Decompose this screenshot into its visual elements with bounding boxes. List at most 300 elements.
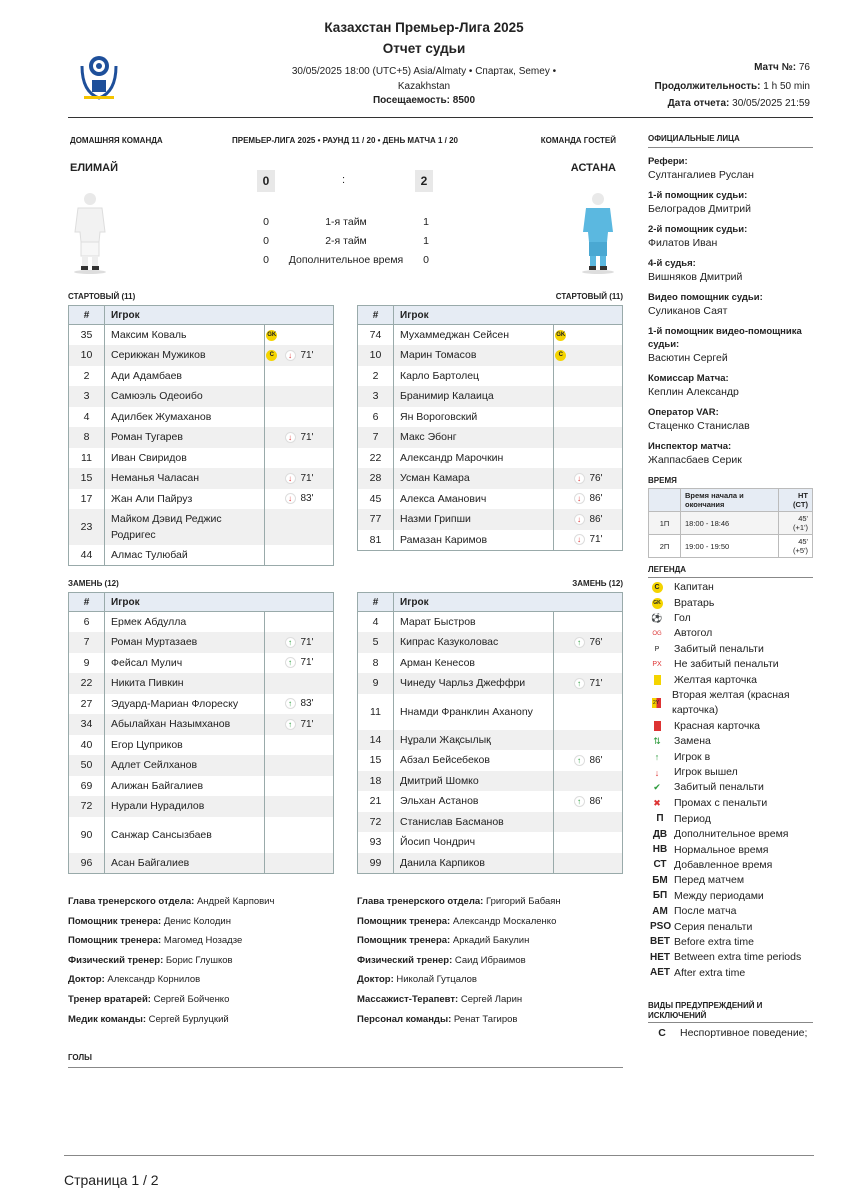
player-number: 15 bbox=[358, 750, 394, 771]
legend-item bbox=[650, 642, 815, 657]
official-name: Суликанов Саят bbox=[648, 305, 728, 317]
event-minute: 76' bbox=[589, 472, 603, 484]
player-event-cell bbox=[568, 812, 623, 833]
player-name: Алмас Тулюбай bbox=[105, 545, 265, 566]
player-name: Ян Вороговский bbox=[394, 407, 554, 428]
player-out-icon: ↓ bbox=[285, 493, 296, 504]
col-number-header: # bbox=[358, 306, 394, 325]
legend-label: Игрок вышел bbox=[674, 766, 738, 779]
player-number: 99 bbox=[358, 853, 394, 874]
player-event-cell bbox=[568, 345, 623, 366]
player-number: 44 bbox=[69, 545, 105, 566]
player-tag-cell bbox=[265, 796, 279, 817]
half-away-score: 0 bbox=[423, 254, 429, 266]
player-tag-cell bbox=[265, 694, 279, 715]
player-name: Александр Марочкин bbox=[394, 448, 554, 469]
event-minute: 86' bbox=[589, 513, 603, 525]
legend-code: HET bbox=[650, 951, 670, 963]
away-team-label: КОМАНДА ГОСТЕЙ bbox=[540, 136, 616, 145]
timing-col-period bbox=[649, 489, 681, 512]
half-row bbox=[255, 251, 437, 270]
player-tag-cell bbox=[265, 325, 279, 346]
official-entry bbox=[648, 189, 813, 217]
goals-label: ГОЛЫ bbox=[68, 1053, 92, 1062]
legend-label: Игрок в bbox=[674, 750, 711, 763]
col-player-header: Игрок bbox=[394, 306, 623, 325]
player-name: Данила Карпиков bbox=[394, 853, 554, 874]
event-minute: 71' bbox=[589, 534, 603, 546]
legend-code: П bbox=[656, 813, 664, 825]
away-subs-label: ЗАМЕНЬ (12) bbox=[572, 579, 623, 588]
table-row bbox=[69, 468, 334, 489]
player-tag-cell bbox=[554, 386, 568, 407]
table-row bbox=[358, 468, 623, 489]
staff-row bbox=[68, 935, 274, 955]
official-entry bbox=[648, 372, 813, 400]
player-event-cell bbox=[568, 325, 623, 346]
away-score: 2 bbox=[415, 170, 433, 192]
player-number: 45 bbox=[358, 489, 394, 510]
table-row bbox=[69, 612, 334, 633]
table-row bbox=[358, 673, 623, 694]
legend-code-item bbox=[650, 811, 815, 826]
player-name: Алекса Аманович bbox=[394, 489, 554, 510]
official-entry bbox=[648, 325, 813, 366]
home-score: 0 bbox=[257, 170, 275, 192]
official-entry bbox=[648, 440, 813, 468]
legend-code-label: Нормальное время bbox=[674, 843, 769, 856]
legend-label: Красная карточка bbox=[674, 719, 760, 732]
away-kit-icon bbox=[580, 192, 616, 279]
player-name: Абылайхан Назымханов bbox=[105, 714, 265, 735]
player-tag-cell bbox=[265, 612, 279, 633]
player-tag-cell bbox=[554, 468, 568, 489]
player-name: Абзал Бейсебеков bbox=[394, 750, 554, 771]
table-row bbox=[358, 791, 623, 812]
event-minute: 86' bbox=[589, 493, 603, 505]
player-in-icon: ↑ bbox=[285, 719, 296, 730]
officials-heading: ОФИЦИАЛЬНЫЕ ЛИЦА bbox=[648, 134, 740, 143]
legend-icon-wrap bbox=[650, 631, 664, 637]
table-row bbox=[69, 694, 334, 715]
captain-icon: C bbox=[266, 350, 277, 361]
legend-code-item bbox=[650, 888, 815, 903]
table-header-row bbox=[358, 306, 623, 325]
table-row bbox=[358, 612, 623, 633]
player-tag-cell bbox=[554, 791, 568, 812]
event-minute: 71' bbox=[300, 472, 314, 484]
staff-name: Сергей Бойченко bbox=[153, 993, 230, 1005]
player-number: 35 bbox=[69, 325, 105, 346]
player-event-cell bbox=[279, 509, 334, 545]
player-number: 90 bbox=[69, 817, 105, 853]
player-name: Адлет Сейлханов bbox=[105, 755, 265, 776]
legend-item bbox=[650, 688, 815, 719]
player-event-cell bbox=[568, 853, 623, 874]
legend-item bbox=[650, 765, 815, 780]
table-row bbox=[69, 755, 334, 776]
player-name: Адилбек Жумаханов bbox=[105, 407, 265, 428]
timing-row bbox=[649, 535, 813, 558]
legend-label: Желтая карточка bbox=[674, 673, 758, 686]
legend-icon-wrap bbox=[650, 698, 662, 708]
legend-icon-wrap bbox=[650, 598, 664, 609]
event-minute: 71' bbox=[300, 718, 314, 730]
staff-role: Массажист-Терапевт: bbox=[357, 993, 459, 1005]
player-number: 8 bbox=[358, 653, 394, 674]
table-row bbox=[69, 345, 334, 366]
player-tag-cell bbox=[554, 673, 568, 694]
player-number: 34 bbox=[69, 714, 105, 735]
penalty-scored-icon: P bbox=[654, 645, 660, 653]
player-name: Майком Дэвид Реджис Родригес bbox=[105, 509, 265, 545]
header-divider bbox=[68, 117, 813, 118]
event-minute: 71' bbox=[300, 636, 314, 648]
player-event-cell bbox=[568, 653, 623, 674]
legend-icon-wrap bbox=[650, 736, 664, 747]
staff-role: Физический тренер: bbox=[68, 954, 164, 966]
player-name: Карло Бартолец bbox=[394, 366, 554, 387]
player-name: Жан Али Пайруз bbox=[105, 489, 265, 510]
half-row bbox=[255, 232, 437, 251]
player-in-icon: ↑ bbox=[574, 796, 585, 807]
official-name: Белоградов Дмитрий bbox=[648, 203, 752, 215]
legend-item bbox=[650, 750, 815, 765]
home-kit-icon bbox=[72, 192, 108, 279]
legend-code-item bbox=[650, 965, 815, 980]
staff-row bbox=[357, 1014, 561, 1034]
staff-row bbox=[68, 896, 274, 916]
player-name: Мухаммеджан Сейсен bbox=[394, 325, 554, 346]
player-number: 96 bbox=[69, 853, 105, 874]
officials-list bbox=[648, 155, 813, 474]
player-tag-cell bbox=[265, 653, 279, 674]
staff-role: Персонал команды: bbox=[357, 1013, 452, 1025]
player-tag-cell bbox=[265, 755, 279, 776]
home-staff-list bbox=[68, 896, 274, 1033]
player-out-icon: ↓ bbox=[285, 473, 296, 484]
legend-code: AET bbox=[650, 967, 670, 979]
table-row bbox=[69, 427, 334, 448]
official-role: 1-й помощник судьи: bbox=[648, 190, 748, 201]
table-row bbox=[358, 489, 623, 510]
timing-heading: ВРЕМЯ bbox=[648, 476, 677, 485]
staff-name: Саид Ибраимов bbox=[454, 954, 526, 966]
player-in-icon: ↑ bbox=[654, 752, 660, 763]
table-row bbox=[69, 366, 334, 387]
staff-row bbox=[357, 935, 561, 955]
attendance: Посещаемость: 8500 bbox=[372, 95, 476, 106]
official-role: 4-й судья: bbox=[648, 258, 696, 269]
staff-name: Андрей Карпович bbox=[196, 896, 275, 907]
table-row bbox=[69, 853, 334, 874]
legend-code: БМ bbox=[652, 874, 668, 886]
player-event-cell bbox=[568, 730, 623, 751]
player-tag-cell bbox=[554, 530, 568, 551]
player-number: 4 bbox=[358, 612, 394, 633]
table-row bbox=[69, 796, 334, 817]
player-name: Ермек Абдулла bbox=[105, 612, 265, 633]
staff-name: Магомед Нозадзе bbox=[163, 935, 243, 947]
legend-heading: ЛЕГЕНДА bbox=[648, 565, 687, 574]
player-event-cell bbox=[279, 817, 334, 853]
player-number: 27 bbox=[69, 694, 105, 715]
legend-code: BET bbox=[650, 936, 670, 948]
player-tag-cell bbox=[554, 771, 568, 792]
player-event-cell bbox=[279, 325, 334, 346]
warning-item bbox=[652, 1027, 812, 1039]
legend-code: СТ bbox=[653, 859, 667, 871]
player-tag-cell bbox=[554, 427, 568, 448]
home-subs-label: ЗАМЕНЬ (12) bbox=[68, 579, 119, 588]
player-tag-cell bbox=[554, 694, 568, 730]
legend-label: Вратарь bbox=[674, 596, 715, 609]
staff-role: Медик команды: bbox=[68, 1013, 146, 1025]
event-minute: 76' bbox=[589, 636, 603, 648]
table-row bbox=[69, 653, 334, 674]
legend-code-label: Before extra time bbox=[674, 935, 754, 948]
table-row bbox=[69, 489, 334, 510]
player-tag-cell bbox=[554, 489, 568, 510]
legend-code-item bbox=[650, 873, 815, 888]
match-number: Матч №: 76 bbox=[754, 62, 810, 73]
legend-label: Гол bbox=[674, 611, 691, 624]
event-minute: 83' bbox=[300, 493, 314, 505]
away-subs-table bbox=[357, 592, 623, 874]
goalkeeper-icon: GK bbox=[266, 330, 277, 341]
player-number: 77 bbox=[358, 509, 394, 530]
player-event-cell bbox=[279, 673, 334, 694]
legend-code: PSO bbox=[650, 921, 672, 932]
player-out-icon: ↓ bbox=[654, 767, 660, 778]
legend-icon-wrap bbox=[650, 782, 664, 793]
player-event-cell bbox=[279, 386, 334, 407]
legend-icon-wrap bbox=[650, 721, 664, 731]
player-event-cell bbox=[568, 407, 623, 428]
half-home-score: 0 bbox=[263, 254, 269, 266]
table-row bbox=[358, 653, 623, 674]
player-event-cell bbox=[279, 366, 334, 387]
player-event-cell bbox=[279, 853, 334, 874]
player-out-icon: ↓ bbox=[285, 432, 296, 443]
table-row bbox=[69, 735, 334, 756]
away-starting-table bbox=[357, 305, 623, 551]
legend-icon-wrap bbox=[650, 768, 664, 778]
home-subs-table bbox=[68, 592, 334, 874]
official-role: Рефери: bbox=[648, 156, 688, 167]
goal-icon: ⚽ bbox=[651, 612, 663, 623]
player-number: 22 bbox=[358, 448, 394, 469]
goalkeeper-icon: GK bbox=[652, 598, 663, 609]
home-starting-table bbox=[68, 305, 334, 566]
staff-role: Помощник тренера: bbox=[357, 915, 451, 927]
legend-icon-wrap bbox=[650, 798, 664, 809]
player-tag-cell bbox=[554, 730, 568, 751]
legend-label: Автогол bbox=[674, 627, 713, 640]
player-event-cell bbox=[568, 530, 623, 551]
penalty-shootout-scored-icon: ✔ bbox=[653, 782, 661, 793]
match-duration: Продолжительность: 1 h 50 min bbox=[654, 81, 810, 92]
player-number: 9 bbox=[69, 653, 105, 674]
warnings-list bbox=[652, 1027, 812, 1039]
player-number: 10 bbox=[69, 345, 105, 366]
player-event-cell bbox=[568, 750, 623, 771]
official-name: Васютин Сергей bbox=[648, 352, 728, 364]
home-team-name: ЕЛИМАЙ bbox=[70, 162, 118, 174]
player-name: Егор Цуприков bbox=[105, 735, 265, 756]
staff-name: Борис Глушков bbox=[165, 954, 233, 966]
player-tag-cell bbox=[265, 366, 279, 387]
player-number: 11 bbox=[358, 694, 394, 730]
player-event-cell bbox=[279, 612, 334, 633]
event-minute: 86' bbox=[589, 795, 603, 807]
table-row bbox=[358, 812, 623, 833]
event-minute: 86' bbox=[589, 754, 603, 766]
event-minute: 71' bbox=[300, 431, 314, 443]
official-role: 2-й помощник судьи: bbox=[648, 224, 748, 235]
staff-name: Николай Гутцалов bbox=[396, 974, 477, 986]
official-name: Вишняков Дмитрий bbox=[648, 271, 743, 283]
page-number: Страница 1 / 2 bbox=[64, 1172, 159, 1188]
table-row bbox=[358, 694, 623, 730]
staff-role: Доктор: bbox=[68, 974, 105, 986]
legend-label: Забитый пенальти bbox=[674, 642, 764, 655]
captain-icon: C bbox=[555, 350, 566, 361]
official-entry bbox=[648, 155, 813, 183]
player-tag-cell bbox=[554, 832, 568, 853]
player-in-icon: ↑ bbox=[285, 698, 296, 709]
substitution-icon: ⇅ bbox=[653, 736, 661, 747]
yellow-card-icon bbox=[654, 675, 661, 685]
official-entry bbox=[648, 257, 813, 285]
player-tag-cell bbox=[554, 366, 568, 387]
table-row bbox=[69, 509, 334, 545]
legend-label: Не забитый пенальти bbox=[674, 658, 779, 671]
player-number: 7 bbox=[358, 427, 394, 448]
player-tag-cell bbox=[265, 735, 279, 756]
staff-role: Глава тренерского отдела: bbox=[68, 896, 195, 907]
legend-label: Замена bbox=[674, 735, 711, 748]
player-number: 93 bbox=[358, 832, 394, 853]
player-name: Эдуард-Мариан Флореску bbox=[105, 694, 265, 715]
halves-scores bbox=[255, 213, 437, 270]
player-event-cell bbox=[279, 776, 334, 797]
warning-label: Неспортивное поведение; bbox=[680, 1027, 808, 1039]
staff-name: Ренат Тагиров bbox=[453, 1013, 518, 1025]
player-event-cell bbox=[279, 653, 334, 674]
legend-code: НВ bbox=[652, 844, 668, 856]
own-goal-icon: OG bbox=[652, 630, 662, 637]
timing-period: 2П bbox=[649, 535, 681, 558]
table-row bbox=[69, 632, 334, 653]
player-event-cell bbox=[279, 427, 334, 448]
legend-code-label: Период bbox=[674, 812, 711, 825]
staff-row bbox=[357, 994, 561, 1014]
player-name: Нурали Нурадилов bbox=[105, 796, 265, 817]
staff-role: Физический тренер: bbox=[357, 954, 453, 966]
staff-row bbox=[357, 916, 561, 936]
event-minute: 71' bbox=[589, 677, 603, 689]
legend-icon-wrap bbox=[650, 613, 664, 624]
penalty-missed-icon: PX bbox=[652, 661, 662, 669]
official-role: Инспектор матча: bbox=[648, 441, 732, 452]
half-home-score: 0 bbox=[263, 216, 269, 228]
player-tag-cell bbox=[265, 545, 279, 566]
warnings-divider bbox=[648, 1022, 813, 1023]
player-tag-cell bbox=[265, 386, 279, 407]
table-row bbox=[358, 386, 623, 407]
player-name: Кипрас Казуколовас bbox=[394, 632, 554, 653]
staff-row bbox=[68, 994, 274, 1014]
staff-row bbox=[357, 974, 561, 994]
legend-list bbox=[650, 580, 815, 980]
legend-code: БП bbox=[652, 890, 668, 902]
player-event-cell bbox=[279, 735, 334, 756]
player-tag-cell bbox=[265, 509, 279, 545]
table-row bbox=[69, 407, 334, 428]
player-number: 6 bbox=[358, 407, 394, 428]
player-event-cell bbox=[279, 714, 334, 735]
player-event-cell bbox=[568, 468, 623, 489]
player-name: Нұрали Жақсылық bbox=[394, 730, 554, 751]
captain-icon: C bbox=[652, 582, 663, 593]
table-row bbox=[358, 366, 623, 387]
table-row bbox=[358, 530, 623, 551]
official-name: Султангалиев Руслан bbox=[648, 169, 754, 181]
player-event-cell bbox=[568, 427, 623, 448]
staff-name: Аркадий Бакулин bbox=[452, 935, 530, 947]
player-number: 18 bbox=[358, 771, 394, 792]
player-tag-cell bbox=[265, 489, 279, 510]
table-row bbox=[358, 853, 623, 874]
player-name: Асан Байгалиев bbox=[105, 853, 265, 874]
player-name: Станислав Басманов bbox=[394, 812, 554, 833]
staff-name: Александр Москаленко bbox=[452, 915, 557, 927]
table-row bbox=[358, 325, 623, 346]
player-number: 40 bbox=[69, 735, 105, 756]
legend-code-label: Добавленное время bbox=[674, 858, 773, 871]
table-row bbox=[69, 776, 334, 797]
player-number: 3 bbox=[69, 386, 105, 407]
event-minute: 71' bbox=[300, 657, 314, 669]
timing-col-ht: HT (CT) bbox=[779, 489, 813, 512]
player-out-icon: ↓ bbox=[574, 534, 585, 545]
warning-code: С bbox=[658, 1027, 666, 1039]
player-name: Неманья Чаласан bbox=[105, 468, 265, 489]
legend-code-item bbox=[650, 826, 815, 841]
player-out-icon: ↓ bbox=[285, 350, 296, 361]
player-number: 72 bbox=[69, 796, 105, 817]
table-row bbox=[358, 750, 623, 771]
player-name: Ннамди Франклин Аханоnу bbox=[394, 694, 554, 730]
staff-role: Глава тренерского отдела: bbox=[357, 896, 484, 907]
legend-code-label: After extra time bbox=[674, 966, 746, 979]
timing-col-time: Время начала и окончания bbox=[681, 489, 779, 512]
player-number: 9 bbox=[358, 673, 394, 694]
legend-item bbox=[650, 595, 815, 610]
player-number: 10 bbox=[358, 345, 394, 366]
red-card-icon bbox=[654, 721, 661, 731]
player-name: Санжар Сансызбаев bbox=[105, 817, 265, 853]
table-header-row bbox=[69, 306, 334, 325]
player-tag-cell bbox=[265, 853, 279, 874]
player-out-icon: ↓ bbox=[574, 514, 585, 525]
table-row bbox=[69, 545, 334, 566]
legend-item bbox=[650, 780, 815, 795]
player-number: 81 bbox=[358, 530, 394, 551]
player-number: 7 bbox=[69, 632, 105, 653]
report-date: Дата отчета: 30/05/2025 21:59 bbox=[667, 98, 810, 109]
